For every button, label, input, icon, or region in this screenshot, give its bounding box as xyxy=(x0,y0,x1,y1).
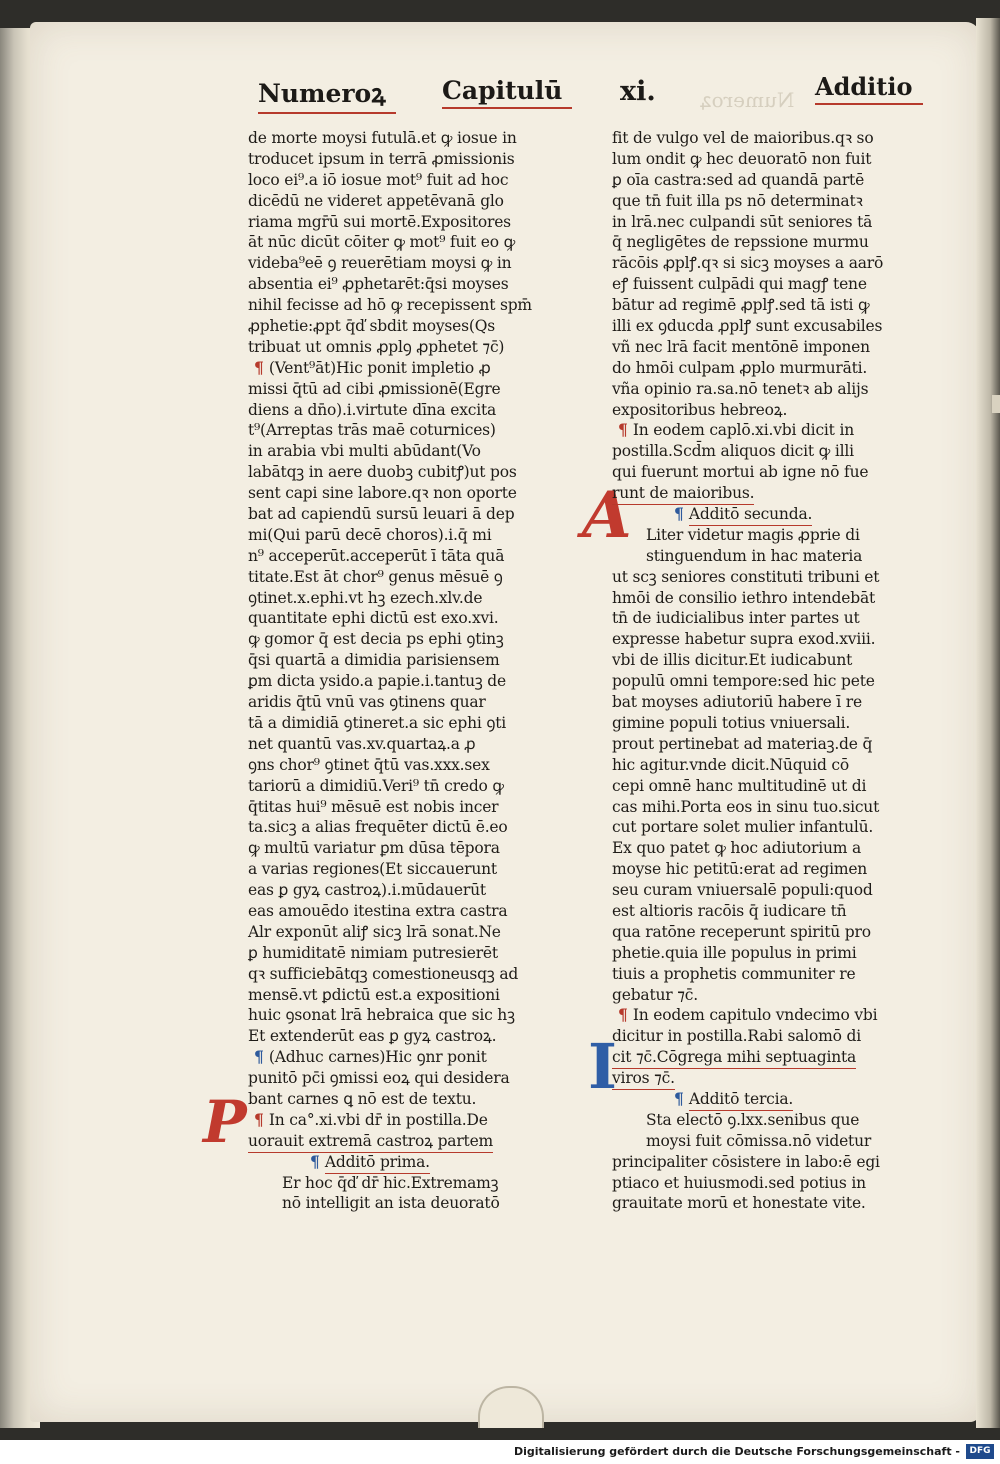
text-line xyxy=(612,588,902,609)
text-line xyxy=(248,985,548,1006)
text-line xyxy=(612,797,902,818)
text-line xyxy=(248,1193,548,1214)
text-line xyxy=(248,441,548,462)
text-line xyxy=(612,1131,902,1152)
line-text: In eodem capitulo vndecimo vbi xyxy=(632,1006,878,1025)
text-line xyxy=(248,692,548,713)
line-text: grauitate morū et honestate vite. xyxy=(612,1194,866,1213)
text-line xyxy=(612,1047,902,1068)
text-line xyxy=(248,943,548,964)
line-text: ꝑm dicta ysido.a papie.i.tantuꝫ de xyxy=(248,672,506,691)
line-text: gimine populi totius vniuersali. xyxy=(612,713,851,732)
text-line xyxy=(248,191,548,212)
chapter-number: xi. xyxy=(620,76,656,107)
text-line xyxy=(248,1005,548,1026)
text-line xyxy=(248,1026,548,1047)
line-text: dicēdū ne videret appetēvanā glo xyxy=(248,191,504,210)
text-line xyxy=(612,629,902,650)
line-text: tn̄ de iudicialibus inter partes ut xyxy=(612,609,860,628)
text-line xyxy=(248,859,548,880)
line-text: illi ex ꝯducda ꝓplꝭ sunt excusabiles xyxy=(612,317,883,336)
line-text: vbi de illis dicitur.Et iudicabunt xyxy=(612,651,853,670)
line-text: absentia ei⁹ ꝓphetarēt:q̄si moyses xyxy=(248,275,509,294)
text-line xyxy=(248,901,548,922)
line-text: ꝑ humiditatē nimiam putresierēt xyxy=(248,943,498,962)
line-text: t⁹(Arreptas trās maē coturnices) xyxy=(248,421,496,440)
line-text: prout pertinebat ad materiaꝫ.de q̄ xyxy=(612,734,873,753)
text-line xyxy=(248,337,548,358)
line-text: mi(Qui parū decē choros).i.q̄ mi xyxy=(248,525,492,544)
paragraph-mark-red: ¶ xyxy=(618,1005,633,1025)
text-line xyxy=(248,588,548,609)
text-line xyxy=(612,232,902,253)
line-text: bātur ad regimē ꝓplꝭ.sed tā isti ꝙ xyxy=(612,296,870,315)
line-text: moyse hic petitū:erat ad regimen xyxy=(612,860,868,879)
line-text: Additō secunda. xyxy=(689,504,812,526)
line-text: In ca°.xi.vbi dr̄ in postilla.De xyxy=(268,1110,488,1129)
paragraph-mark-blue: ¶ xyxy=(674,504,689,524)
line-text: cit ⁊c̄.Cōgrega mihi septuaginta xyxy=(612,1047,856,1069)
line-text: runt de maioribus. xyxy=(612,483,754,505)
text-line xyxy=(248,1068,548,1089)
text-line xyxy=(612,985,902,1006)
line-text: huic ꝯsonat lrā hebraica que sic hꝫ xyxy=(248,1006,515,1025)
line-text: tiuis a prophetis communiter re xyxy=(612,964,856,983)
text-line xyxy=(248,1152,548,1173)
line-text: (Vent⁹āt)Hic ponit impletio ꝓ xyxy=(268,358,491,377)
line-text: postilla.Scd̄m aliquos dicit ꝙ illi xyxy=(612,442,854,461)
paragraph-mark-blue: ¶ xyxy=(254,1047,269,1067)
line-text: In eodem caplō.xi.vbi dicit in xyxy=(632,421,854,440)
text-line xyxy=(248,546,548,567)
text-line xyxy=(612,170,902,191)
line-text: nihil fecisse ad hō ꝙ recepissent spm̄ xyxy=(248,296,532,315)
text-line xyxy=(612,776,902,797)
line-text: vñ nec lrā facit mentōnē imponen xyxy=(612,337,870,356)
line-text: q̄si quartā a dimidia parisiensem xyxy=(248,651,500,670)
line-text: dicitur in postilla.Rabi salomō di xyxy=(612,1027,862,1046)
line-text: Ex quo patet ꝙ hoc adiutorium a xyxy=(612,839,862,858)
paragraph-mark-red: ¶ xyxy=(254,357,269,377)
line-text: uorauit extremā castroꝝ partem xyxy=(248,1131,493,1153)
text-line xyxy=(612,546,902,567)
text-line xyxy=(612,1193,902,1214)
line-text: principaliter cōsistere in labo:ē egi xyxy=(612,1152,880,1171)
text-line xyxy=(612,567,902,588)
paragraph-mark-red: ¶ xyxy=(618,420,633,440)
line-text: missi q̄tū ad cibi ꝓmissionē(Egre xyxy=(248,379,501,398)
text-line xyxy=(612,191,902,212)
line-text: tariorū a dimidiū.Veri⁹ tn̄ credo ꝙ xyxy=(248,776,504,795)
text-line xyxy=(248,922,548,943)
line-text: cas mihi.Porta eos in sinu tuo.sicut xyxy=(612,797,880,816)
text-line xyxy=(248,1047,548,1068)
page-marker-tab xyxy=(992,395,1000,413)
line-text: ꝙ gomor q̄ est decia ps ephi ꝯtinꝫ xyxy=(248,630,504,649)
text-line xyxy=(248,734,548,755)
text-line xyxy=(248,650,548,671)
line-text: tribuat ut omnis ꝓplꝯ ꝓphetet ⁊c̄) xyxy=(248,337,505,356)
line-text: ꝯtinet.x.ephi.vt hꝫ ezech.xlv.de xyxy=(248,588,483,607)
text-line xyxy=(248,149,548,170)
line-text: diens a dn̄o).i.virtute dīna excita xyxy=(248,400,497,419)
line-text: bant carnes ꝗ nō est de textu. xyxy=(248,1089,477,1108)
dfg-logo: DFG xyxy=(966,1444,994,1459)
text-line xyxy=(248,170,548,191)
text-line xyxy=(612,462,902,483)
line-text: punitō pc̄i ꝯmissi eoꝝ qui desidera xyxy=(248,1069,510,1088)
text-line xyxy=(612,274,902,295)
line-text: seu curam vniuersalē populi:quod xyxy=(612,881,873,900)
text-line xyxy=(612,734,902,755)
line-text: qꝛ sufficiebātqꝫ comestioneusqꝫ ad xyxy=(248,964,519,983)
line-text: n⁹ acceperūt.acceperūt ī tāta quā xyxy=(248,546,505,565)
line-text: bat ad capiendū sursū leuari ā dep xyxy=(248,505,515,524)
text-line xyxy=(248,274,548,295)
text-line xyxy=(612,337,902,358)
text-line xyxy=(248,379,548,400)
text-line xyxy=(248,295,548,316)
text-line xyxy=(612,755,902,776)
text-line xyxy=(612,253,902,274)
line-text: que tn̄ fuit illa ps nō determinatꝛ xyxy=(612,191,863,210)
text-line xyxy=(248,316,548,337)
text-line xyxy=(248,629,548,650)
line-text: Sta electō ꝯ.lxx.senibus que xyxy=(646,1110,860,1129)
line-text: fit de vulgo vel de maioribus.qꝛ so xyxy=(612,129,874,147)
text-line xyxy=(248,1089,548,1110)
line-text: in lrā.nec culpandi sūt seniores tā xyxy=(612,212,873,231)
line-text: do hmōi culpam ꝓplo murmurāti. xyxy=(612,358,868,377)
line-text: ꝙ multū variatur ꝑm dūsa tēpora xyxy=(248,839,500,858)
initial-i: I xyxy=(588,1030,618,1103)
line-text: populū omni tempore:sed hic pete xyxy=(612,672,875,691)
text-line xyxy=(612,525,902,546)
text-line xyxy=(612,295,902,316)
funding-notice: Digitalisierung gefördert durch die Deutsche Forschungsgemeinschaft - xyxy=(513,1445,960,1458)
text-line xyxy=(612,964,902,985)
text-line xyxy=(248,776,548,797)
line-text: de morte moysi futulā.et ꝙ iosue in xyxy=(248,129,517,147)
text-column-left xyxy=(248,128,548,1214)
line-text: expresse habetur supra exod.xviii. xyxy=(612,630,876,649)
line-text: mensē.vt ꝑdictū est.a expositioni xyxy=(248,985,500,1004)
line-text: net quantū vas.xv.quartaꝝ.a ꝓ xyxy=(248,734,476,753)
line-text: quantitate ephi dictū est exo.xvi. xyxy=(248,609,499,628)
line-text: qua ratōne receperunt spiritū pro xyxy=(612,922,871,941)
line-text: gebatur ⁊c̄. xyxy=(612,985,698,1004)
line-text: riama mgr̄ū sui mortē.Expositores xyxy=(248,212,511,231)
text-line xyxy=(248,838,548,859)
text-line xyxy=(248,964,548,985)
line-text: tā a dimidiā ꝯtineret.a sic ephi ꝯti xyxy=(248,713,507,732)
line-text: ptiaco et huiusmodi.sed potius in xyxy=(612,1173,866,1192)
line-text: nō intelligit an ista deuoratō xyxy=(282,1194,500,1213)
line-text: q̄titas hui⁹ mēsuē est nobis incer xyxy=(248,797,499,816)
text-line xyxy=(248,504,548,525)
running-head-right: Additio xyxy=(815,72,913,101)
line-text: titate.Est āt chor⁹ genus mēsuē ꝯ xyxy=(248,567,503,586)
line-text: Alr exponūt aliꝭ sicꝫ lrā sonat.Ne xyxy=(248,922,501,941)
text-line xyxy=(248,755,548,776)
text-line xyxy=(248,212,548,233)
line-text: bat moyses adiutoriū habere ī re xyxy=(612,693,862,712)
paragraph-mark-blue: ¶ xyxy=(310,1151,325,1171)
text-line xyxy=(612,420,902,441)
line-text: in arabia vbi multi abūdant(Vo xyxy=(248,442,481,461)
text-line xyxy=(248,128,548,149)
text-line xyxy=(248,232,548,253)
line-text: āt nūc dicūt cōiter ꝙ mot⁹ fuit eo ꝙ xyxy=(248,233,516,252)
text-column-right xyxy=(612,128,902,1214)
text-line xyxy=(248,420,548,441)
line-text: rācōis ꝓplꝭ.qꝛ si sicꝫ moyses a aarō xyxy=(612,254,884,273)
line-text: aridis q̄tū vnū vas ꝯtinens quar xyxy=(248,693,486,712)
text-line xyxy=(612,1089,902,1110)
line-text: a varias regiones(Et siccauerunt xyxy=(248,860,497,879)
text-line xyxy=(248,608,548,629)
line-text: eas ꝑ gyꝝ castroꝝ).i.mūdauerūt xyxy=(248,881,486,900)
page-edge-right xyxy=(976,18,1000,1428)
text-line xyxy=(248,525,548,546)
text-line xyxy=(612,149,902,170)
footer-bar xyxy=(0,1440,1000,1464)
text-line xyxy=(612,1068,902,1089)
line-text: cut portare solet mulier infantulū. xyxy=(612,818,874,837)
initial-p: P xyxy=(203,1088,247,1156)
paragraph-mark-red: ¶ xyxy=(254,1109,269,1129)
line-text: eas amouēdo itestina extra castra xyxy=(248,901,508,920)
text-line xyxy=(612,817,902,838)
line-text: q̄ negligētes de repssione murmu xyxy=(612,233,869,252)
running-head-center: Capitulū xyxy=(442,76,562,105)
text-line xyxy=(612,379,902,400)
text-line xyxy=(612,358,902,379)
line-text: troducet ipsum in terrā ꝓmissionis xyxy=(248,149,515,168)
text-line xyxy=(248,817,548,838)
line-text: ta.sicꝫ a alias frequēter dictū ē.eo xyxy=(248,818,508,837)
text-line xyxy=(612,1110,902,1131)
running-head-left: Numeroꝝ xyxy=(258,76,386,110)
text-line xyxy=(612,1005,902,1026)
text-line xyxy=(612,441,902,462)
line-text: (Adhuc carnes)Hic ꝯnr ponit xyxy=(268,1048,487,1067)
text-line xyxy=(612,692,902,713)
text-line xyxy=(248,358,548,379)
text-line xyxy=(248,880,548,901)
line-text: loco ei⁹.a iō iosue mot⁹ fuit ad hoc xyxy=(248,170,509,189)
text-line xyxy=(612,943,902,964)
line-text: hmōi de consilio iethro intendebāt xyxy=(612,588,876,607)
text-line xyxy=(612,671,902,692)
line-text: eꝭ fuissent culpādi qui magꝭ tene xyxy=(612,275,867,294)
text-line xyxy=(612,1152,902,1173)
line-text: ꝓphetie:ꝓpt q̄ď sbdit moyses(Qs xyxy=(248,317,496,336)
line-text: ꝯns chor⁹ ꝯtinet q̄tū vas.xxx.sex xyxy=(248,755,490,774)
text-line xyxy=(612,901,902,922)
line-text: ut scꝫ seniores constituti tribuni et xyxy=(612,567,880,586)
text-line xyxy=(248,253,548,274)
line-text: Er hoc q̄ď dr̄ hic.Extremamꝫ xyxy=(282,1173,499,1192)
text-line xyxy=(248,483,548,504)
text-line xyxy=(612,316,902,337)
show-through-text: Numeroꝝ xyxy=(700,88,795,112)
line-text: Additō prima. xyxy=(325,1152,430,1174)
text-line xyxy=(612,880,902,901)
text-line xyxy=(612,1173,902,1194)
text-line xyxy=(248,1131,548,1152)
text-line xyxy=(612,922,902,943)
paragraph-mark-blue: ¶ xyxy=(674,1088,689,1108)
initial-a: A xyxy=(582,478,632,553)
text-line xyxy=(612,713,902,734)
text-line xyxy=(612,838,902,859)
text-line xyxy=(612,1026,902,1047)
line-text: Liter videtur magis ꝓprie di xyxy=(646,525,860,544)
line-text: Additō tercia. xyxy=(689,1089,793,1111)
text-line xyxy=(248,567,548,588)
text-line xyxy=(612,400,902,421)
line-text: stinguendum in hac materia xyxy=(646,546,863,565)
line-text: labātqꝫ in aere duobꝫ cubitꝭ)ut pos xyxy=(248,463,517,482)
line-text: expositoribus hebreoꝝ. xyxy=(612,400,788,419)
line-text: viros ⁊c̄. xyxy=(612,1068,675,1090)
text-line xyxy=(248,1110,548,1131)
line-text: phetie.quia ille populus in primi xyxy=(612,943,857,962)
line-text: lum ondit ꝙ hec deuoratō non fuit xyxy=(612,149,872,168)
line-text: videba⁹eē ꝯ reuerētiam moysi ꝙ in xyxy=(248,254,512,273)
text-line xyxy=(612,128,902,149)
text-line xyxy=(612,504,902,525)
line-text: ꝑ oīa castra:sed ad quandā partē xyxy=(612,170,865,189)
text-line xyxy=(248,671,548,692)
line-text: vña opinio ra.sa.nō tenetꝛ ab alijs xyxy=(612,379,869,398)
text-line xyxy=(248,400,548,421)
line-text: sent capi sine labore.qꝛ non oporte xyxy=(248,484,517,503)
text-line xyxy=(248,713,548,734)
text-line xyxy=(612,859,902,880)
text-line xyxy=(612,608,902,629)
text-line xyxy=(248,462,548,483)
text-line xyxy=(612,212,902,233)
text-line xyxy=(248,797,548,818)
line-text: est altioris racōis q̄ iudicare tn̄ xyxy=(612,901,847,920)
line-text: cepi omnē hanc multitudinē ut di xyxy=(612,776,867,795)
text-line xyxy=(248,1173,548,1194)
text-line xyxy=(612,650,902,671)
text-line xyxy=(612,483,902,504)
line-text: Et extenderūt eas ꝑ gyꝝ castroꝝ. xyxy=(248,1027,497,1046)
line-text: hic agitur.vnde dicit.Nūquid cō xyxy=(612,755,850,774)
line-text: moysi fuit cōmissa.nō videtur xyxy=(646,1131,872,1150)
line-text: qui fuerunt mortui ab igne nō fue xyxy=(612,463,869,482)
